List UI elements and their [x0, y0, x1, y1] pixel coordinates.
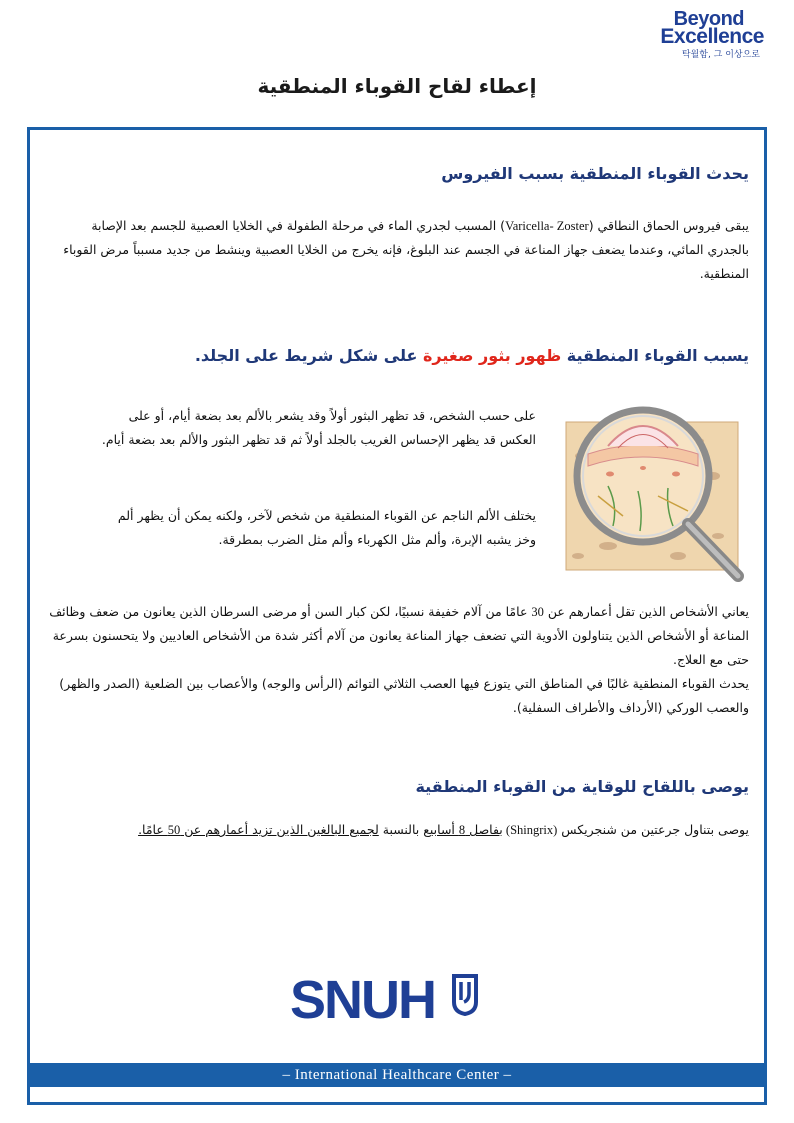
section-cause-paragraph: [49, 214, 749, 286]
vaccine-interval-weeks: 8: [458, 823, 466, 837]
vaccine-target-group: لجميع البالغين الذين تزيد أعمارهم عن: [180, 822, 379, 837]
footer-text: – International Healthcare Center –: [282, 1067, 512, 1083]
symptoms-heading-highlight: ظهور بثور صغيرة: [422, 346, 562, 365]
locations-text: يحدث القوباء المنطقية غالبًا في المناطق التي يتوزع فيها العصب الثلاثي التوائم (الرأس والوجه) والأعصاب بين الضلعية (الصدر والظهر) والعصب الوركي (الأرداف والأطراف السفلية).: [59, 676, 749, 715]
symptoms-paragraph-severity: [37, 600, 749, 720]
brand-line-excellence: Excellence: [660, 25, 764, 48]
severity-text: [37, 600, 749, 672]
vaccine-interval-prefix: بفاصل: [465, 822, 503, 837]
snuh-logo-text: SNUH: [290, 970, 436, 1030]
section-heading-symptoms: [195, 346, 749, 365]
vaccine-text-a: يوصى بتناول جرعتين من شنجريكس: [557, 822, 749, 837]
virus-name: Varicella- Zoster: [505, 219, 589, 233]
symptoms-heading-start: يسبب القوباء المنطقية: [561, 346, 749, 365]
page-title: إعطاء لقاح القوباء المنطقية: [257, 74, 537, 98]
vaccine-age-50: 50: [167, 823, 181, 837]
skin-magnifier-illustration: [548, 396, 748, 586]
section-heading-cause: يحدث القوباء المنطقية بسبب الفيروس: [441, 164, 749, 183]
cause-text-end: ) المسبب لجدري الماء في مرحلة الطفولة في الخلايا العصبية للجسم بعد الإصابة بالجدري المائي، وعندما يضعف جهاز المناعة في الجسم عند البلوغ، فإنه يخرج من الخلايا العصبية وينشط من جديد مسبباً مرض القوباء المنطقية.: [63, 218, 749, 281]
vaccine-text-d: بالنسبة: [378, 822, 424, 837]
age-threshold-30: 30: [531, 605, 544, 619]
snuh-logo: [290, 968, 490, 1032]
vaccine-age-unit: عامًا.: [138, 822, 168, 837]
symptoms-heading-end: على شكل شريط على الجلد.: [194, 346, 423, 365]
vaccine-interval-unit: أسابيع: [423, 822, 459, 837]
symptoms-paragraph-pain: يختلف الألم الناجم عن القوباء المنطقية من شخص لآخر، ولكنه يمكن أن يظهر ألم وخز يشبه الإبرة، وألم مثل الكهرباء وألم مثل الضرب بمطرقة.: [117, 508, 536, 547]
section-heading-vaccine: يوصى باللقاح للوقاية من القوباء المنطقية: [415, 777, 749, 796]
severity-text-start: يعاني الأشخاص الذين تقل أعمارهم عن: [543, 604, 749, 619]
brand-mark: [624, 8, 764, 58]
vaccine-name: (Shingrix): [502, 823, 558, 837]
severity-text-end: عامًا من آلام خفيفة نسبيًا، لكن كبار السن أو مرضى السرطان الذين يعانون من ضعف وظائف المناعة أو الأشخاص الذين يتناولون الأدوية التي تضعف جهاز المناعة يعانون من آلام أكثر شدة من الأشخاص العاديين ولا يتحسنون بسرعة حتى مع العلاج.: [49, 604, 749, 667]
vaccine-paragraph: [37, 818, 749, 842]
symptoms-paragraph-onset: على حسب الشخص، قد تظهر البثور أولاً وقد يشعر بالألم بعد بضعة أيام، أو على العكس قد يظهر الإحساس الغريب بالجلد أولاً ثم قد تظهر البثور والألم بعد بضعة أيام.: [101, 408, 536, 447]
brand-line-beyond: Beyond: [673, 8, 744, 30]
snuh-emblem-icon: [450, 972, 480, 1016]
cause-text-start: يبقى فيروس الحماق النطاقي (: [588, 218, 749, 233]
brand-tagline: 탁월함, 그 이상으로: [681, 50, 760, 60]
